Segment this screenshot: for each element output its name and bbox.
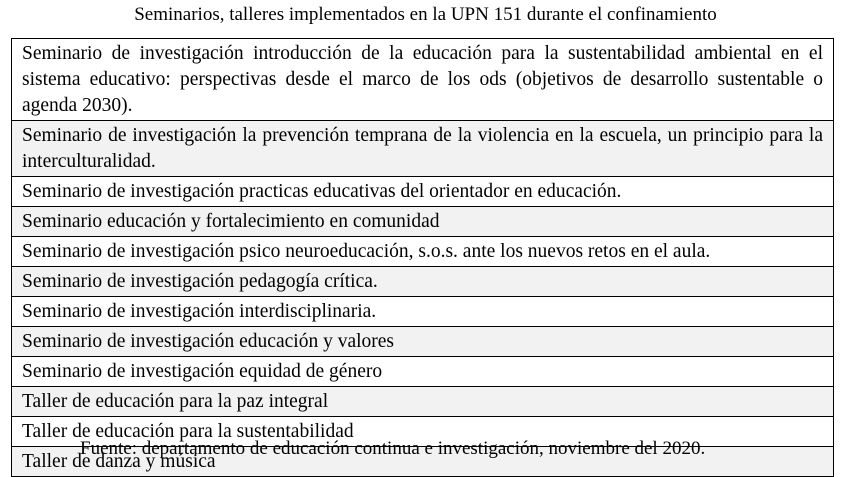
- table-row: Seminario educación y fortalecimiento en comunidad: [12, 206, 833, 236]
- table-row: Seminario de investigación psico neuroeducación, s.o.s. ante los nuevos retos en el aula.: [12, 236, 833, 266]
- table-row: Seminario de investigación introducción de la educación para la sustentabilidad ambiental en el sistema educativo: perspectivas desde el marco de los ods (objetivos de desarrollo sustentable o agenda 2030).: [22, 43, 823, 116]
- table-row: Seminario de investigación equidad de género: [12, 356, 833, 386]
- source-note: Fuente: departamento de educación continua e investigación, noviembre del 2020.: [80, 438, 706, 459]
- table-row: Taller de danza y música: [12, 446, 833, 476]
- table-row: Seminario de investigación practicas educativas del orientador en educación.: [12, 176, 833, 206]
- table-row: Taller de educación para la sustentabilidad: [12, 416, 833, 446]
- table-row: Taller de educación para la paz integral: [12, 386, 833, 416]
- seminars-table: [11, 38, 834, 477]
- table-row: Seminario de investigación educación y valores: [12, 326, 833, 356]
- table-row: Seminario de investigación interdisciplinaria.: [12, 296, 833, 326]
- table-row: Seminario de investigación pedagogía crítica.: [12, 266, 833, 296]
- table-caption: Seminarios, talleres implementados en la UPN 151 durante el confinamiento: [134, 4, 717, 25]
- table-row: Seminario de investigación la prevención temprana de la violencia en la escuela, un principio para la interculturalidad.: [12, 120, 833, 176]
